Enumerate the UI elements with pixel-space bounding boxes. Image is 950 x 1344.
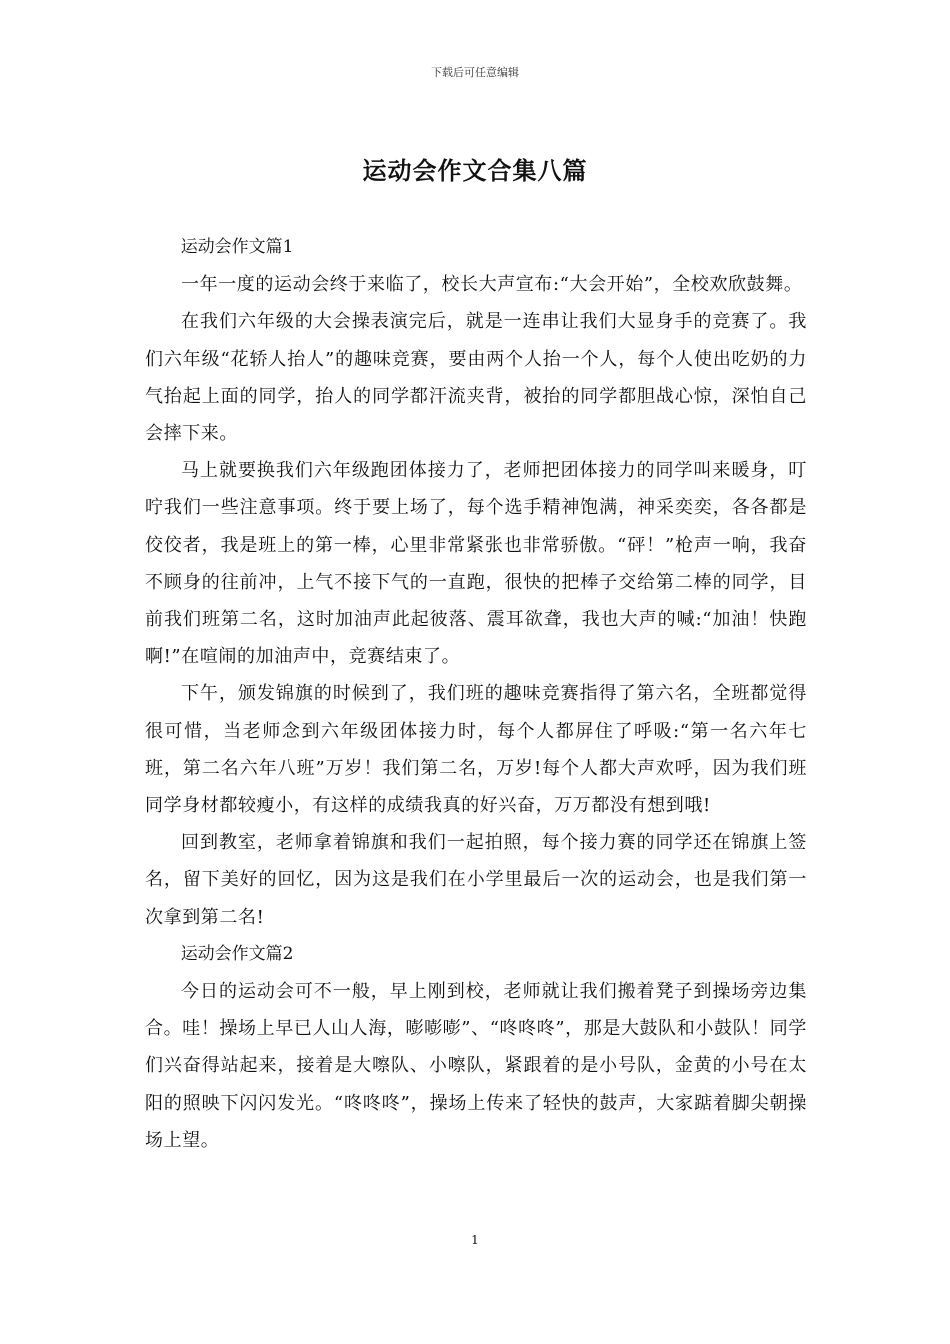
page-number: 1	[471, 1233, 479, 1247]
paragraph: 在我们六年级的大会操表演完后，就是一连串让我们大显身手的竞赛了。我们六年级“花轿人抬人”的趣味竞赛，要由两个人抬一个人，每个人使出吃奶的力气抬起上面的同学，抬人的同学都汗流夹背，被抬的同学都胆战心惊，深怕自己会摔下来。	[145, 311, 807, 445]
paragraph: 回到教室，老师拿着锦旗和我们一起拍照，每个接力赛的同学还在锦旗上签名，留下美好的回忆，因为这是我们在小学里最后一次的运动会，也是我们第一次拿到第二名!	[145, 832, 807, 928]
paragraph: 今日的运动会可不一般，早上刚到校，老师就让我们搬着凳子到操场旁边集合。哇！操场上早已人山人海，嘭嘭嘭”、“咚咚咚”，那是大鼓队和小鼓队！同学们兴奋得站起来，接着是大嚓队、小嚓队，紧跟着的是小号队，金黄的小号在太阳的照映下闪闪发光。“咚咚咚”，操场上传来了轻快的鼓声，大家踮着脚尖朝操场上望。	[145, 981, 807, 1151]
paragraph: 马上就要换我们六年级跑团体接力了，老师把团体接力的同学叫来暖身，叮咛我们一些注意事项。终于要上场了，每个选手精神饱满，神采奕奕，各各都是佼佼者，我是班上的第一棒，心里非常紧张也非常骄傲。“砰！”枪声一响，我奋不顾身的往前冲，上气不接下气的一直跑，很快的把棒子交给第二棒的同学，目前我们班第二名，这时加油声此起彼落、震耳欲聋，我也大声的喊:“加油！快跑啊!”在喧闹的加油声中，竞赛结束了。	[145, 460, 807, 668]
header-note: 下载后可任意编辑	[431, 66, 519, 79]
paragraph: 一年一度的运动会终于来临了，校长大声宣布:“大会开始”，全校欢欣鼓舞。	[181, 274, 803, 296]
document-title: 运动会作文合集八篇	[362, 156, 588, 185]
section-heading-2: 运动会作文篇2	[180, 943, 294, 964]
section-heading-1: 运动会作文篇1	[180, 237, 294, 257]
document-body	[145, 229, 807, 1159]
paragraph: 下午，颁发锦旗的时候到了，我们班的趣味竞赛指得了第六名，全班都觉得很可惜，当老师念到六年级团体接力时，每个人都屏住了呼吸:“第一名六年七班，第二名六年八班”万岁！我们第二名，万岁!每个人都大声欢呼，因为我们班同学身材都较瘦小，有这样的成绩我真的好兴奋，万万都没有想到哦!	[145, 683, 807, 817]
